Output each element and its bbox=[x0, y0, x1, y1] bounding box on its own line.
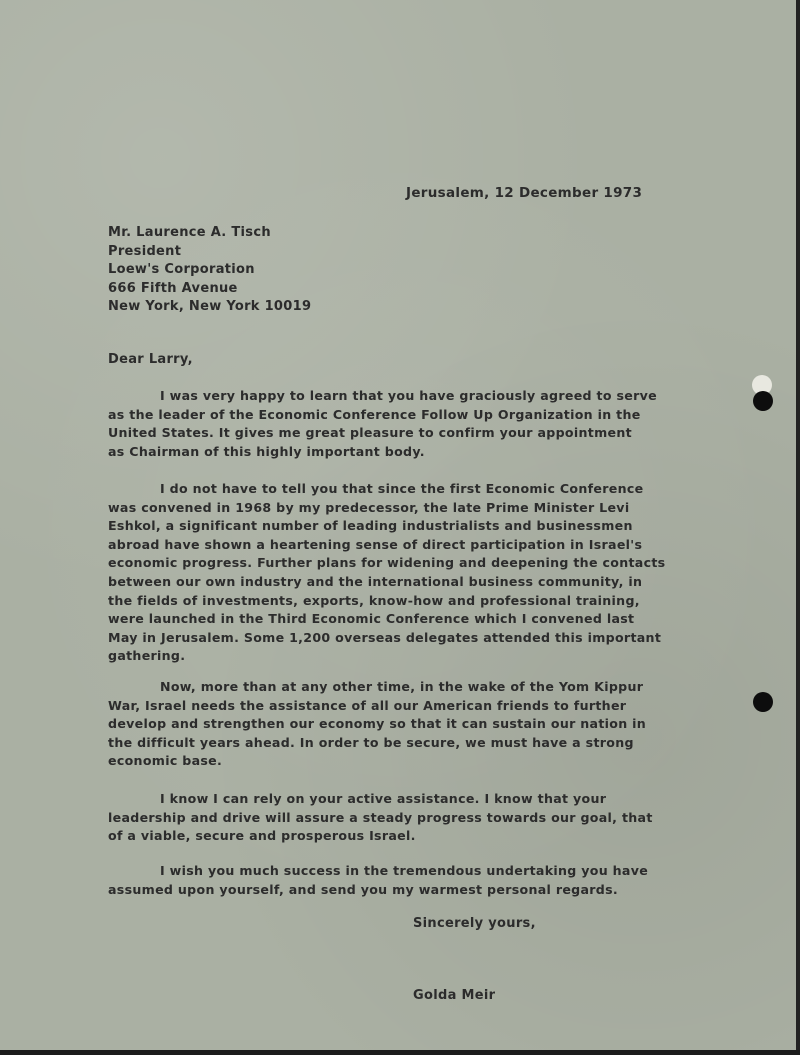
address-line: 666 Fifth Avenue bbox=[108, 280, 238, 296]
punch-hole bbox=[753, 692, 773, 712]
page-edge-bottom bbox=[0, 1050, 800, 1055]
paragraph-line: economic base. bbox=[108, 753, 223, 769]
closing: Sincerely yours, bbox=[413, 916, 536, 931]
paragraph-1 bbox=[108, 387, 657, 461]
paragraph-2 bbox=[108, 480, 665, 666]
address-line: Mr. Laurence A. Tisch bbox=[108, 225, 271, 240]
paragraph-line: of a viable, secure and prosperous Israel. bbox=[108, 828, 416, 844]
paragraph-3 bbox=[108, 678, 646, 771]
paragraph-line: were launched in the Third Economic Conference which I convened last bbox=[108, 611, 635, 627]
paragraph-line: gathering. bbox=[108, 648, 186, 664]
address-line: President bbox=[108, 243, 182, 259]
paragraph-line: was convened in 1968 by my predecessor, the late Prime Minister Levi bbox=[108, 499, 630, 515]
paragraph-line: leadership and drive will assure a steady progress towards our goal, that bbox=[108, 809, 653, 825]
paragraph-line: assumed upon yourself, and send you my warmest personal regards. bbox=[108, 881, 619, 897]
paragraph-line: May in Jerusalem. Some 1,200 overseas delegates attended this important bbox=[108, 629, 662, 645]
paragraph-line: I do not have to tell you that since the first Economic Conference bbox=[160, 481, 644, 496]
paragraph-line: between our own industry and the international business community, in bbox=[108, 573, 643, 589]
paragraph-line: Now, more than at any other time, in the wake of the Yom Kippur bbox=[160, 679, 644, 694]
paragraph-line: I was very happy to learn that you have graciously agreed to serve bbox=[160, 388, 657, 403]
page-edge-right bbox=[796, 0, 800, 1055]
paragraph-line: as Chairman of this highly important body. bbox=[108, 443, 425, 459]
signer-name: Golda Meir bbox=[413, 988, 496, 1003]
address-line: Loew's Corporation bbox=[108, 262, 255, 277]
paragraph-line: abroad have shown a heartening sense of direct participation in Israel's bbox=[108, 536, 643, 552]
paragraph-line: I wish you much success in the tremendous undertaking you have bbox=[160, 863, 649, 878]
paragraph-line: United States. It gives me great pleasure to confirm your appointment bbox=[108, 425, 632, 441]
recipient-address bbox=[108, 224, 311, 317]
letter-date: Jerusalem, 12 December 1973 bbox=[406, 185, 643, 201]
paragraph-line: Eshkol, a significant number of leading industrialists and businessmen bbox=[108, 518, 633, 534]
paragraph-4 bbox=[108, 790, 653, 846]
paragraph-line: as the leader of the Economic Conference Follow Up Organization in the bbox=[108, 406, 641, 422]
paragraph-line: develop and strengthen our economy so that it can sustain our nation in bbox=[108, 716, 647, 732]
paragraph-line: economic progress. Further plans for widening and deepening the contacts bbox=[108, 555, 666, 571]
salutation: Dear Larry, bbox=[108, 352, 193, 367]
punch-hole bbox=[753, 391, 773, 411]
paragraph-line: the fields of investments, exports, know-how and professional training, bbox=[108, 592, 640, 608]
paragraph-line: the difficult years ahead. In order to be secure, we must have a strong bbox=[108, 734, 634, 750]
paragraph-line: I know I can rely on your active assistance. I know that your bbox=[160, 791, 607, 806]
address-line: New York, New York 10019 bbox=[108, 299, 312, 314]
paragraph-5 bbox=[108, 862, 648, 899]
paragraph-line: War, Israel needs the assistance of all our American friends to further bbox=[108, 697, 627, 713]
